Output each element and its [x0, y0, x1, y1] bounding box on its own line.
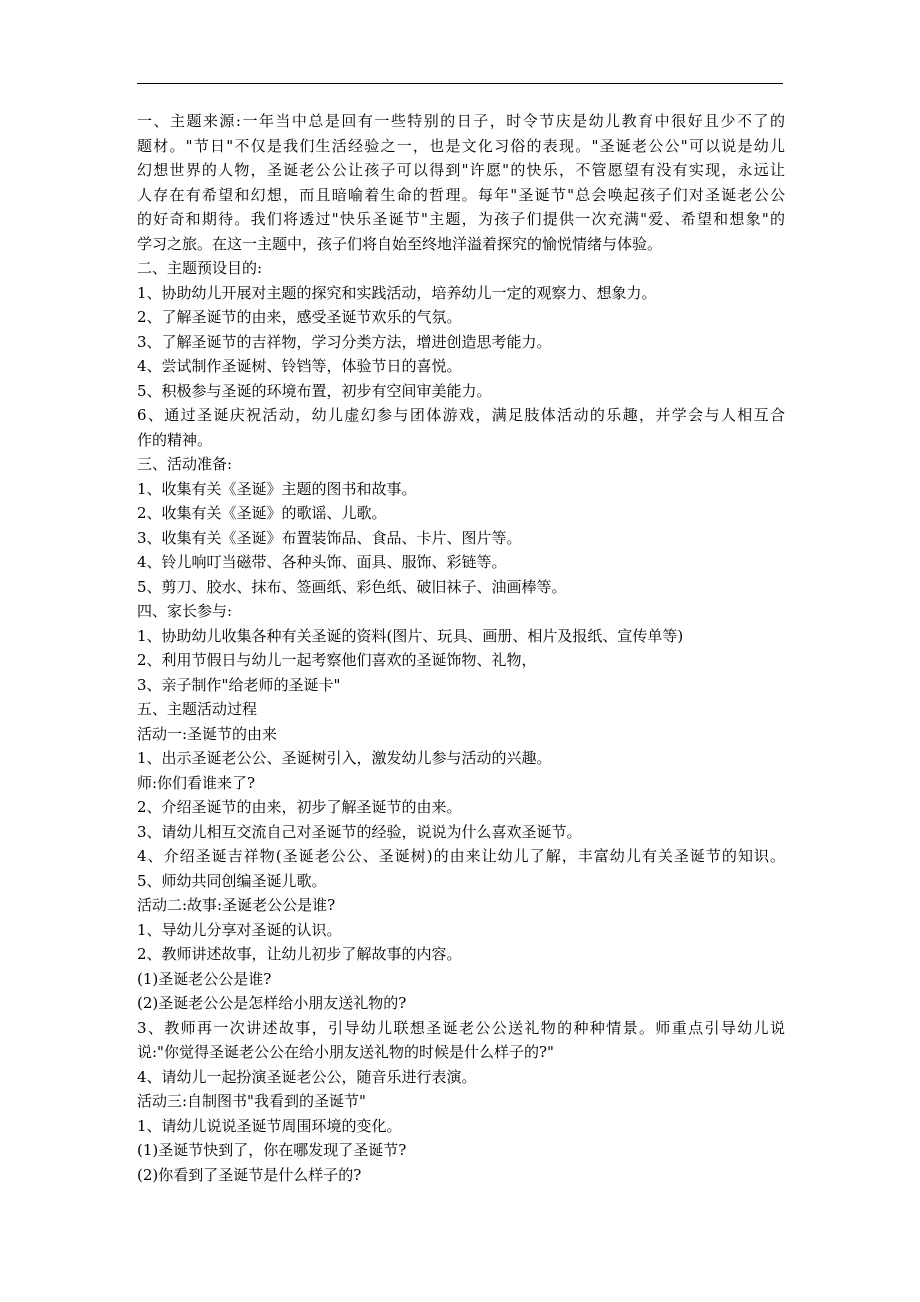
text-line: 1、收集有关《圣诞》主题的图书和故事。 [137, 479, 417, 498]
text-line: 五、主题活动过程 [137, 700, 258, 718]
text-line: 人存在有希望和幻想，而且暗喻着生命的哲理。每年"圣诞节"总会唤起孩子们对圣诞老公公 [137, 185, 785, 204]
text-line: 活动三:自制图书"我看到的圣诞节" [137, 1092, 366, 1110]
text-line: (1)圣诞节快到了，你在哪发现了圣诞节? [137, 1141, 407, 1159]
text-line: 1、协助幼儿开展对主题的探究和实践活动，培养幼儿一定的观察力、想象力。 [137, 283, 657, 302]
text-line: 4、介绍圣诞吉祥物(圣诞老公公、圣诞树)的由来让幼儿了解，丰富幼儿有关圣诞节的知识。 [137, 847, 785, 865]
text-line: 活动一:圣诞节的由来 [137, 724, 278, 743]
text-line: 2、收集有关《圣诞》的歌谣、儿歌。 [137, 504, 387, 522]
text-line: 活动二:故事:圣诞老公公是谁? [137, 896, 336, 914]
text-line: 学习之旅。在这一主题中，孩子们将自始至终地洋溢着探究的愉悦情绪与体验。 [137, 234, 663, 253]
text-line: (2)你看到了圣诞节是什么样子的? [137, 1165, 362, 1184]
text-line: 2、教师讲述故事，让幼儿初步了解故事的内容。 [137, 945, 462, 963]
text-line: 幻想世界的人物，圣诞老公公让孩子可以得到"许愿"的快乐，不管愿望有没有实现，永远让 [137, 161, 785, 179]
text-line: 1、出示圣诞老公公、圣诞树引入，激发幼儿参与活动的兴趣。 [137, 749, 552, 767]
text-line: 一、主题来源:一年当中总是回有一些特别的日子，时令节庆是幼儿教育中很好且少不了的 [137, 112, 785, 130]
text-line: 4、尝试制作圣诞树、铃铛等，体验节日的喜悦。 [137, 357, 462, 375]
text-line: 5、剪刀、胶水、抹布、签画纸、彩色纸、破旧袜子、油画棒等。 [137, 577, 567, 596]
text-line: 四、家长参与: [137, 602, 233, 620]
text-line: 3、请幼儿相互交流自己对圣诞节的经验，说说为什么喜欢圣诞节。 [137, 822, 582, 841]
text-line: 2、利用节假日与幼儿一起考察他们喜欢的圣诞饰物、礼物， [137, 651, 537, 669]
text-line: 4、铃儿响叮当磁带、各种头饰、面具、服饰、彩链等。 [137, 553, 507, 571]
text-line: 说:"你觉得圣诞老公公在给小朋友送礼物的时候是什么样子的?" [137, 1043, 554, 1061]
text-line: (1)圣诞老公公是谁? [137, 969, 272, 988]
text-line: 三、活动准备: [137, 455, 233, 473]
text-line: 题材。"节日"不仅是我们生活经验之一，也是文化习俗的表现。"圣诞老公公"可以说是幼儿 [137, 136, 785, 155]
text-line: 作的精神。 [137, 430, 213, 449]
text-line: 4、请幼儿一起扮演圣诞老公公，随音乐进行表演。 [137, 1067, 477, 1086]
text-line: 的好奇和期待。我们将透过"快乐圣诞节"主题，为孩子们提供一次充满"爱、希望和想象"的 [137, 210, 785, 228]
document-body [137, 109, 785, 1187]
text-line: 师:你们看谁来了? [137, 773, 256, 792]
header-rule [137, 83, 783, 84]
text-line: 3、亲子制作"给老师的圣诞卡" [137, 675, 341, 694]
text-line: 1、导幼儿分享对圣诞的认识。 [137, 920, 342, 939]
text-line: 2、了解圣诞节的由来，感受圣诞节欢乐的气氛。 [137, 308, 462, 326]
text-line: 3、收集有关《圣诞》布置装饰品、食品、卡片、图片等。 [137, 528, 522, 547]
text-line: 3、教师再一次讲述故事，引导幼儿联想圣诞老公公送礼物的种种情景。师重点引导幼儿说 [137, 1018, 785, 1037]
text-line: 二、主题预设目的: [137, 259, 263, 277]
text-line: 1、协助幼儿收集各种有关圣诞的资料(图片、玩具、画册、相片及报纸、宣传单等) [137, 626, 684, 645]
text-line: 5、积极参与圣诞的环境布置，初步有空间审美能力。 [137, 381, 492, 400]
text-line: 5、师幼共同创编圣诞儿歌。 [137, 871, 327, 890]
text-line: (2)圣诞老公公是怎样给小朋友送礼物的? [137, 994, 407, 1012]
text-line: 3、了解圣诞节的吉祥物，学习分类方法，增进创造思考能力。 [137, 332, 552, 351]
text-line: 2、介绍圣诞节的由来，初步了解圣诞节的由来。 [137, 798, 462, 816]
text-line: 6、通过圣诞庆祝活动，幼儿虚幻参与团体游戏，满足肢体活动的乐趣，并学会与人相互合 [137, 406, 785, 424]
text-line: 1、请幼儿说说圣诞节周围环境的变化。 [137, 1116, 402, 1135]
